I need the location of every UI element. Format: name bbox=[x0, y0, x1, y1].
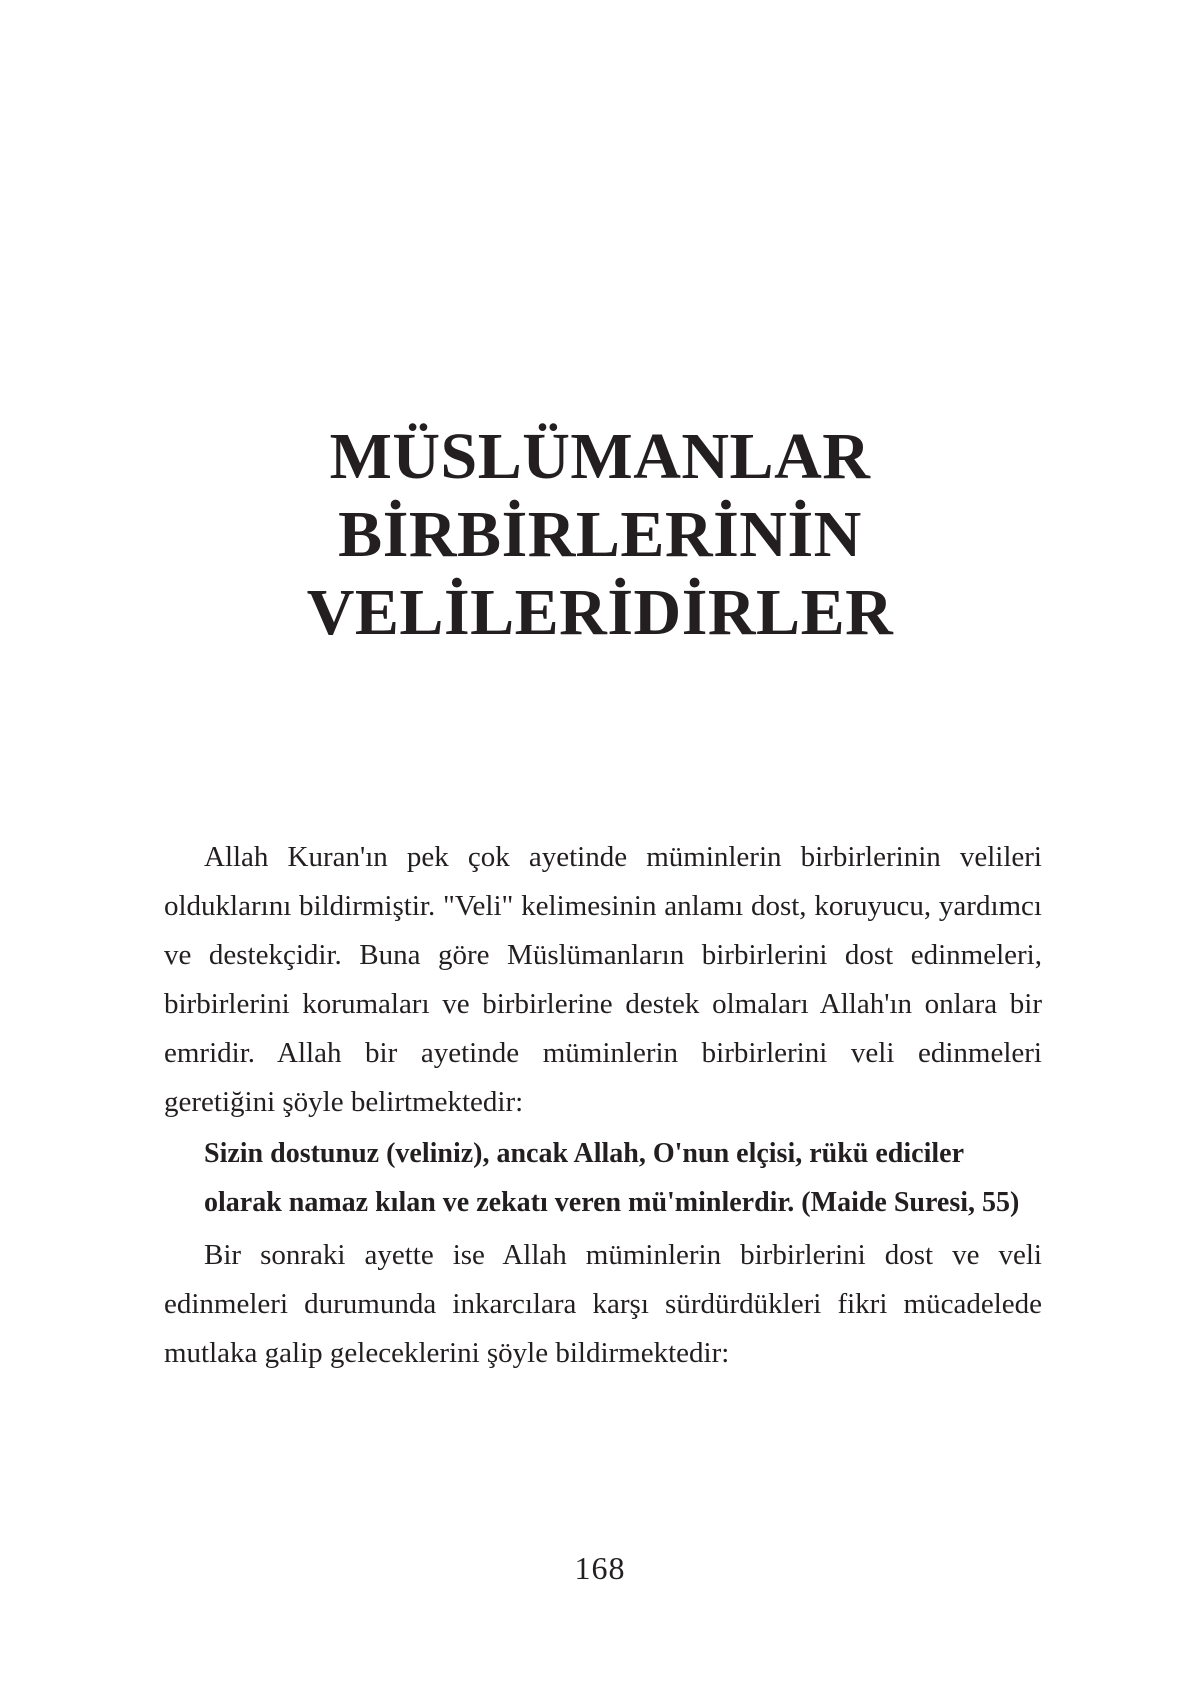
paragraph-1: Allah Kuran'ın pek çok ayetinde müminlerin birbirlerinin velileri olduklarını bildirmiştir. "Veli" kelimesinin anlamı dost, koruyucu, yardımcı ve destekçidir. Buna göre Müslümanların birbirlerini dost edinmeleri, birbirlerini korumaları ve birbirlerine destek olmaları Allah'ın onlara bir emridir. Allah bir ayetinde müminlerin birbirlerini veli edinmeleri geretiğini şöyle belirtmektedir: bbox=[164, 841, 1042, 1118]
chapter-title bbox=[0, 418, 1200, 652]
chapter-title-line-3: VELİLERİDİRLER bbox=[306, 576, 894, 649]
chapter-title-line-2: BİRBİRLERİNİN bbox=[338, 498, 862, 571]
chapter-title-line-1: MÜSLÜMANLAR bbox=[329, 420, 871, 493]
verse-quote: Sizin dostunuz (veliniz), ancak Allah, O'nun elçisi, rükü ediciler olarak namaz kılan ve zekatı veren mü'minlerdir. (Maide Suresi, 55) bbox=[204, 1138, 1020, 1218]
paragraph-2: Bir sonraki ayette ise Allah müminlerin birbirlerini dost ve veli edinmeleri durumunda inkarcılara karşı sürdürdükleri fikri mücadelede mutlaka galip geleceklerini şöyle bildirmektedir: bbox=[164, 1239, 1042, 1369]
page-number: 168 bbox=[574, 1550, 626, 1586]
body-text bbox=[164, 833, 1042, 1378]
